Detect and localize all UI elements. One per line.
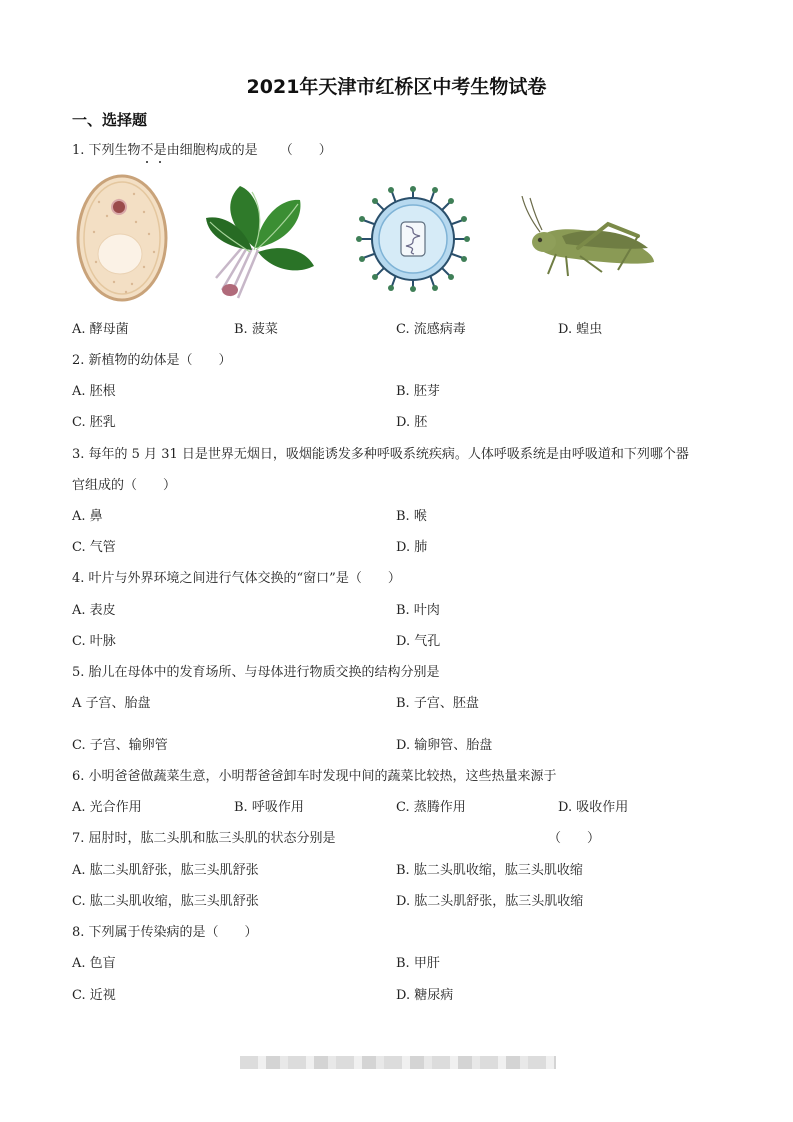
- spinach-image: [200, 178, 318, 302]
- question-7-option-a[interactable]: A. 肱二头肌舒张，肱三头肌舒张: [72, 863, 259, 878]
- question-5-option-c[interactable]: C. 子宫、输卵管: [72, 738, 168, 753]
- section-heading: 一、选择题: [72, 111, 148, 129]
- question-5-option-d[interactable]: D. 输卵管、胎盘: [396, 738, 493, 753]
- question-8-option-a[interactable]: A. 色盲: [72, 956, 116, 971]
- question-8-option-d[interactable]: D. 糖尿病: [396, 988, 454, 1003]
- question-5-option-b[interactable]: B. 子宫、胚盘: [396, 696, 479, 711]
- influenza-virus-image: [354, 184, 472, 294]
- question-7-text: 7. 屈肘时，肱二头肌和肱三头肌的状态分别是: [72, 831, 336, 846]
- question-3-option-b[interactable]: B. 喉: [396, 509, 427, 524]
- question-1-option-c[interactable]: C. 流感病毒: [396, 322, 466, 337]
- question-6-text: 6. 小明爸爸做蔬菜生意，小明帮爸爸卸车时发现中间的蔬菜比较热，这些热量来源于: [72, 769, 557, 784]
- question-2-text: 2. 新植物的幼体是（ ）: [72, 353, 232, 368]
- question-3-option-c[interactable]: C. 气管: [72, 540, 116, 555]
- question-3-option-d[interactable]: D. 肺: [396, 540, 428, 555]
- question-1-text-a: 1. 下列生物: [72, 143, 141, 158]
- question-4-option-d[interactable]: D. 气孔: [396, 634, 441, 649]
- question-6-option-c[interactable]: C. 蒸腾作用: [396, 800, 466, 815]
- question-2-option-c[interactable]: C. 胚乳: [72, 415, 116, 430]
- question-1-emphasis-2: 是: [153, 143, 167, 158]
- question-7-option-c[interactable]: C. 肱二头肌收缩，肱三头肌舒张: [72, 894, 259, 909]
- question-8-text: 8. 下列属于传染病的是（ ）: [72, 925, 258, 940]
- question-8-option-b[interactable]: B. 甲肝: [396, 956, 440, 971]
- question-4-option-c[interactable]: C. 叶脉: [72, 634, 116, 649]
- question-8-option-c[interactable]: C. 近视: [72, 988, 116, 1003]
- question-3-line-2: 官组成的（ ）: [72, 478, 177, 493]
- question-7-option-b[interactable]: B. 肱二头肌收缩，肱三头肌收缩: [396, 863, 583, 878]
- question-7-option-d[interactable]: D. 肱二头肌舒张，肱三头肌收缩: [396, 894, 584, 909]
- question-1: [72, 139, 332, 158]
- grasshopper-image: [518, 196, 658, 282]
- question-2-option-a[interactable]: A. 胚根: [72, 384, 116, 399]
- answer-paren: （ ）: [279, 143, 332, 158]
- question-2-option-b[interactable]: B. 胚芽: [396, 384, 440, 399]
- question-1-text-b: 由细胞构成的是: [166, 143, 258, 158]
- question-3-line-1: 3. 每年的 5 月 31 日是世界无烟日，吸烟能诱发多种呼吸系统疾病。人体呼吸系统是由呼吸道和下列哪个器: [72, 447, 689, 462]
- question-6-option-a[interactable]: A. 光合作用: [72, 800, 142, 815]
- question-2-option-d[interactable]: D. 胚: [396, 415, 428, 430]
- question-1-option-a[interactable]: A. 酵母菌: [72, 322, 129, 337]
- question-3-option-a[interactable]: A. 鼻: [72, 509, 103, 524]
- question-5-text: 5. 胎儿在母体中的发育场所、与母体进行物质交换的结构分别是: [72, 665, 440, 680]
- footer-watermark: [240, 1056, 556, 1069]
- question-4-option-b[interactable]: B. 叶肉: [396, 603, 440, 618]
- question-5-option-a[interactable]: A 子宫、胎盘: [72, 696, 151, 711]
- page-title: 2021年天津市红桥区中考生物试卷: [246, 76, 547, 98]
- question-6-option-d[interactable]: D. 吸收作用: [558, 800, 629, 815]
- question-1-option-d[interactable]: D. 蝗虫: [558, 322, 603, 337]
- question-4-text: 4. 叶片与外界环境之间进行气体交换的“窗口”是（ ）: [72, 571, 401, 586]
- question-4-option-a[interactable]: A. 表皮: [72, 603, 116, 618]
- yeast-cell-image: [74, 172, 170, 304]
- answer-paren: （ ）: [548, 831, 601, 846]
- question-1-emphasis-1: 不: [140, 143, 154, 158]
- question-6-option-b[interactable]: B. 呼吸作用: [234, 800, 304, 815]
- question-1-option-b[interactable]: B. 菠菜: [234, 322, 278, 337]
